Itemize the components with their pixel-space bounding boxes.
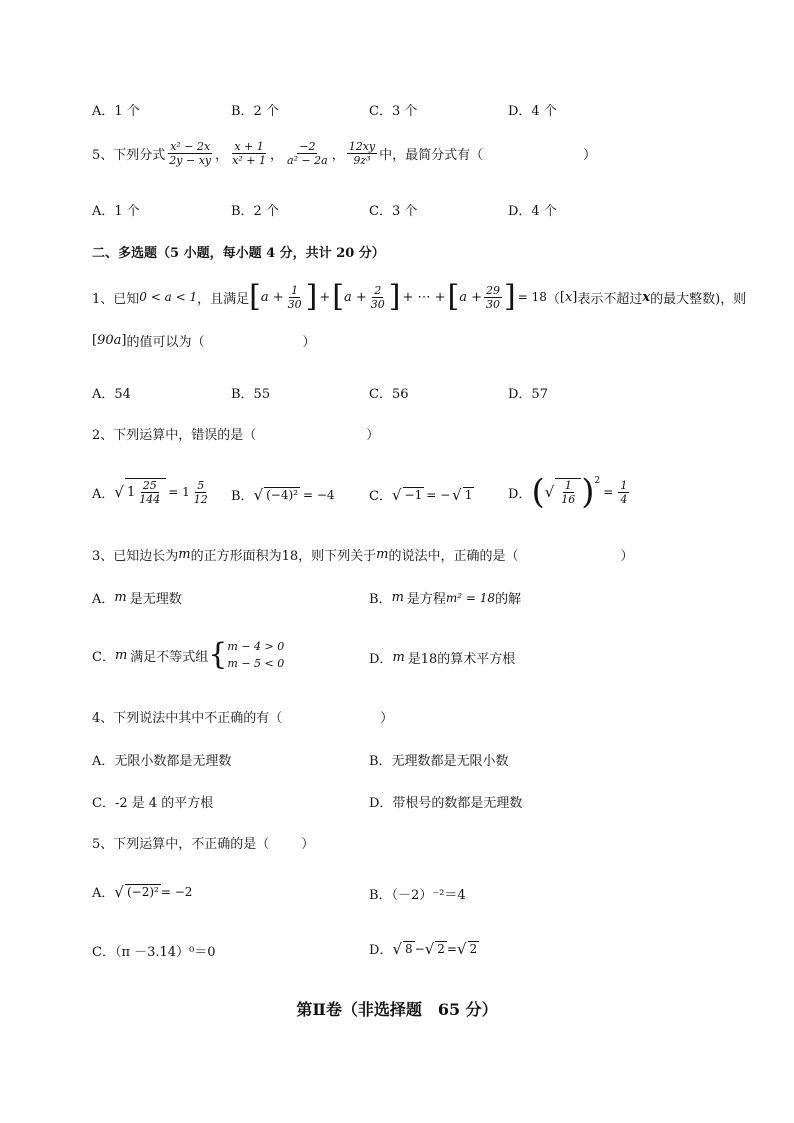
term-text: a + [343,289,367,305]
option-a: A． √ (−2)² = −2 [92,882,193,901]
option-c: C．3 个 [369,104,418,119]
question-stem: 3、已知边长为 [92,549,179,564]
option-a: A．无限小数都是无理数 [92,754,232,769]
fraction-3: $\frac{-2}{\text{a² − 2a}}$ [286,140,328,167]
question-text: 的正方形面积为18，则下列关于 [190,549,377,564]
option-b: B．2 个 [231,104,279,119]
close-paren: ） [583,148,597,163]
close-paren: ） [380,711,394,726]
option-d: D．57 [508,387,548,402]
multi-question-2 [92,424,379,443]
separator: ， [215,148,229,163]
sqrt-icon: √ [452,485,462,504]
option-d: D．带根号的数都是无理数 [369,796,523,811]
floor-expression: [90a] [92,333,127,348]
part-heading: 第Ⅱ卷（非选择题 65 分） [296,1000,498,1019]
question-stem: 5、下列运算中，不正确的是（ [92,837,270,852]
floor-bracket-close: ] [388,279,401,314]
option-d: D． √ 8 − √ 2 = √ 2 [369,939,478,958]
fraction-4: $\frac{12xy}{\text{9z³}}$ [348,140,376,167]
option-a: A． m 是无理数 [92,590,182,607]
fraction-term-3: $\frac{29}{30}$ [486,283,500,311]
separator: ， [269,148,283,163]
sqrt-icon: √ [544,483,555,501]
plus-sign: + [319,289,331,305]
multi-question-1-line2 [92,331,315,350]
floor-bracket-open: [ [332,279,344,314]
option-d: D． m 是18的算术平方根 [369,650,516,667]
option-b: B． m 是方程 m² = 18 的解 [369,590,522,607]
question-text: 的值可以为（ [126,335,205,350]
note-open: （ [546,291,560,307]
brace-icon: { [208,637,228,672]
multi-question-3 [92,545,634,564]
option-c: C．（π －3.14）⁰＝0 [92,945,216,960]
fraction-term-2: $\frac{2}{30}$ [370,283,385,311]
separator: ， [331,148,345,163]
option-a: A．1 个 [92,104,140,119]
close-paren: ） [366,428,380,443]
fraction-term-1: $\frac{1}{30}$ [287,283,302,311]
option-b: B．无理数都是无限小数 [369,754,509,769]
equation-result: = 18 [517,290,547,304]
close-paren: ） [301,837,315,852]
floor-bracket-open: [ [249,279,261,314]
close-paren: ） [620,549,634,564]
question-stem: 5、下列分式 [92,148,166,163]
question-text: 的说法中，正确的是（ [388,549,519,564]
multi-question-4 [92,707,393,726]
option-d: D．4 个 [508,104,557,119]
multi-question-1 [92,279,747,314]
floor-x: [x] [559,289,578,305]
question-text: ，且满足 [197,291,250,307]
sqrt-icon: √ [456,939,467,958]
variable-m: m [178,547,191,562]
fraction-2: $\frac{x + 1}{\text{x² + 1}}$ [232,140,266,167]
section-heading: 二、多选题（5 小题，每小题 4 分，共计 20 分） [92,246,385,261]
sqrt-icon: √ [114,483,124,501]
sqrt-icon: √ [424,939,435,958]
option-c: C．-2 是 4 的平方根 [92,796,214,811]
term-text: a + [260,289,284,305]
option-d: D． ( √ $\frac{1}{16}$ ) $^2$ = $\frac{1}{4}$ [508,472,628,512]
option-b: B．2 个 [231,204,279,219]
sqrt-icon: √ [114,882,124,901]
condition: 0 < a < 1 [139,290,198,304]
inequality-system: m − 4 > 0 m − 5 < 0 [227,640,285,670]
option-d: D．4 个 [508,204,557,219]
option-a: A．1 个 [92,204,140,219]
option-c: C． √ −1 = − √ 1 [369,485,473,504]
fraction-1: $\frac{\text{x² − 2x}}{2y - xy}$ [169,140,212,167]
question-stem: 1、已知 [92,291,140,307]
ellipsis: + ⋯ + [402,289,446,305]
note-end: 的最大整数)，则 [650,291,747,307]
close-paren: ） [302,335,316,350]
option-c: C．3 个 [369,204,418,219]
floor-bracket-close: ] [504,279,516,314]
term-text: a + [459,289,482,305]
option-b: B． √ (−4)² = −4 [231,485,335,504]
multi-question-5 [92,833,314,852]
option-b: B．55 [231,387,271,402]
note-text: 表示不超过 [577,291,643,307]
floor-bracket-close: ] [305,279,318,314]
note-x: x [642,289,651,305]
question-suffix: 中，最简分式有（ [379,148,484,163]
sqrt-icon: √ [391,485,402,504]
question-stem: 4、下列说法中其中不正确的有（ [92,711,283,726]
sqrt-icon: √ [392,939,402,958]
option-a: A． √ 1 $\frac{25}{144}$ = 1 $\frac{5}{12}$ [92,478,208,506]
variable-m: m [376,547,389,562]
option-c: C． m 满足不等式组 { m − 4 > 0 m − 5 < 0 [92,637,285,672]
option-c: C．56 [369,387,409,402]
option-b: B．（－2）⁻²＝4 [369,888,466,903]
sqrt-icon: √ [253,485,264,504]
floor-bracket-open: [ [447,279,460,314]
option-a: A．54 [92,387,131,402]
question-5 [92,140,596,167]
question-stem: 2、下列运算中，错误的是（ [92,428,257,443]
